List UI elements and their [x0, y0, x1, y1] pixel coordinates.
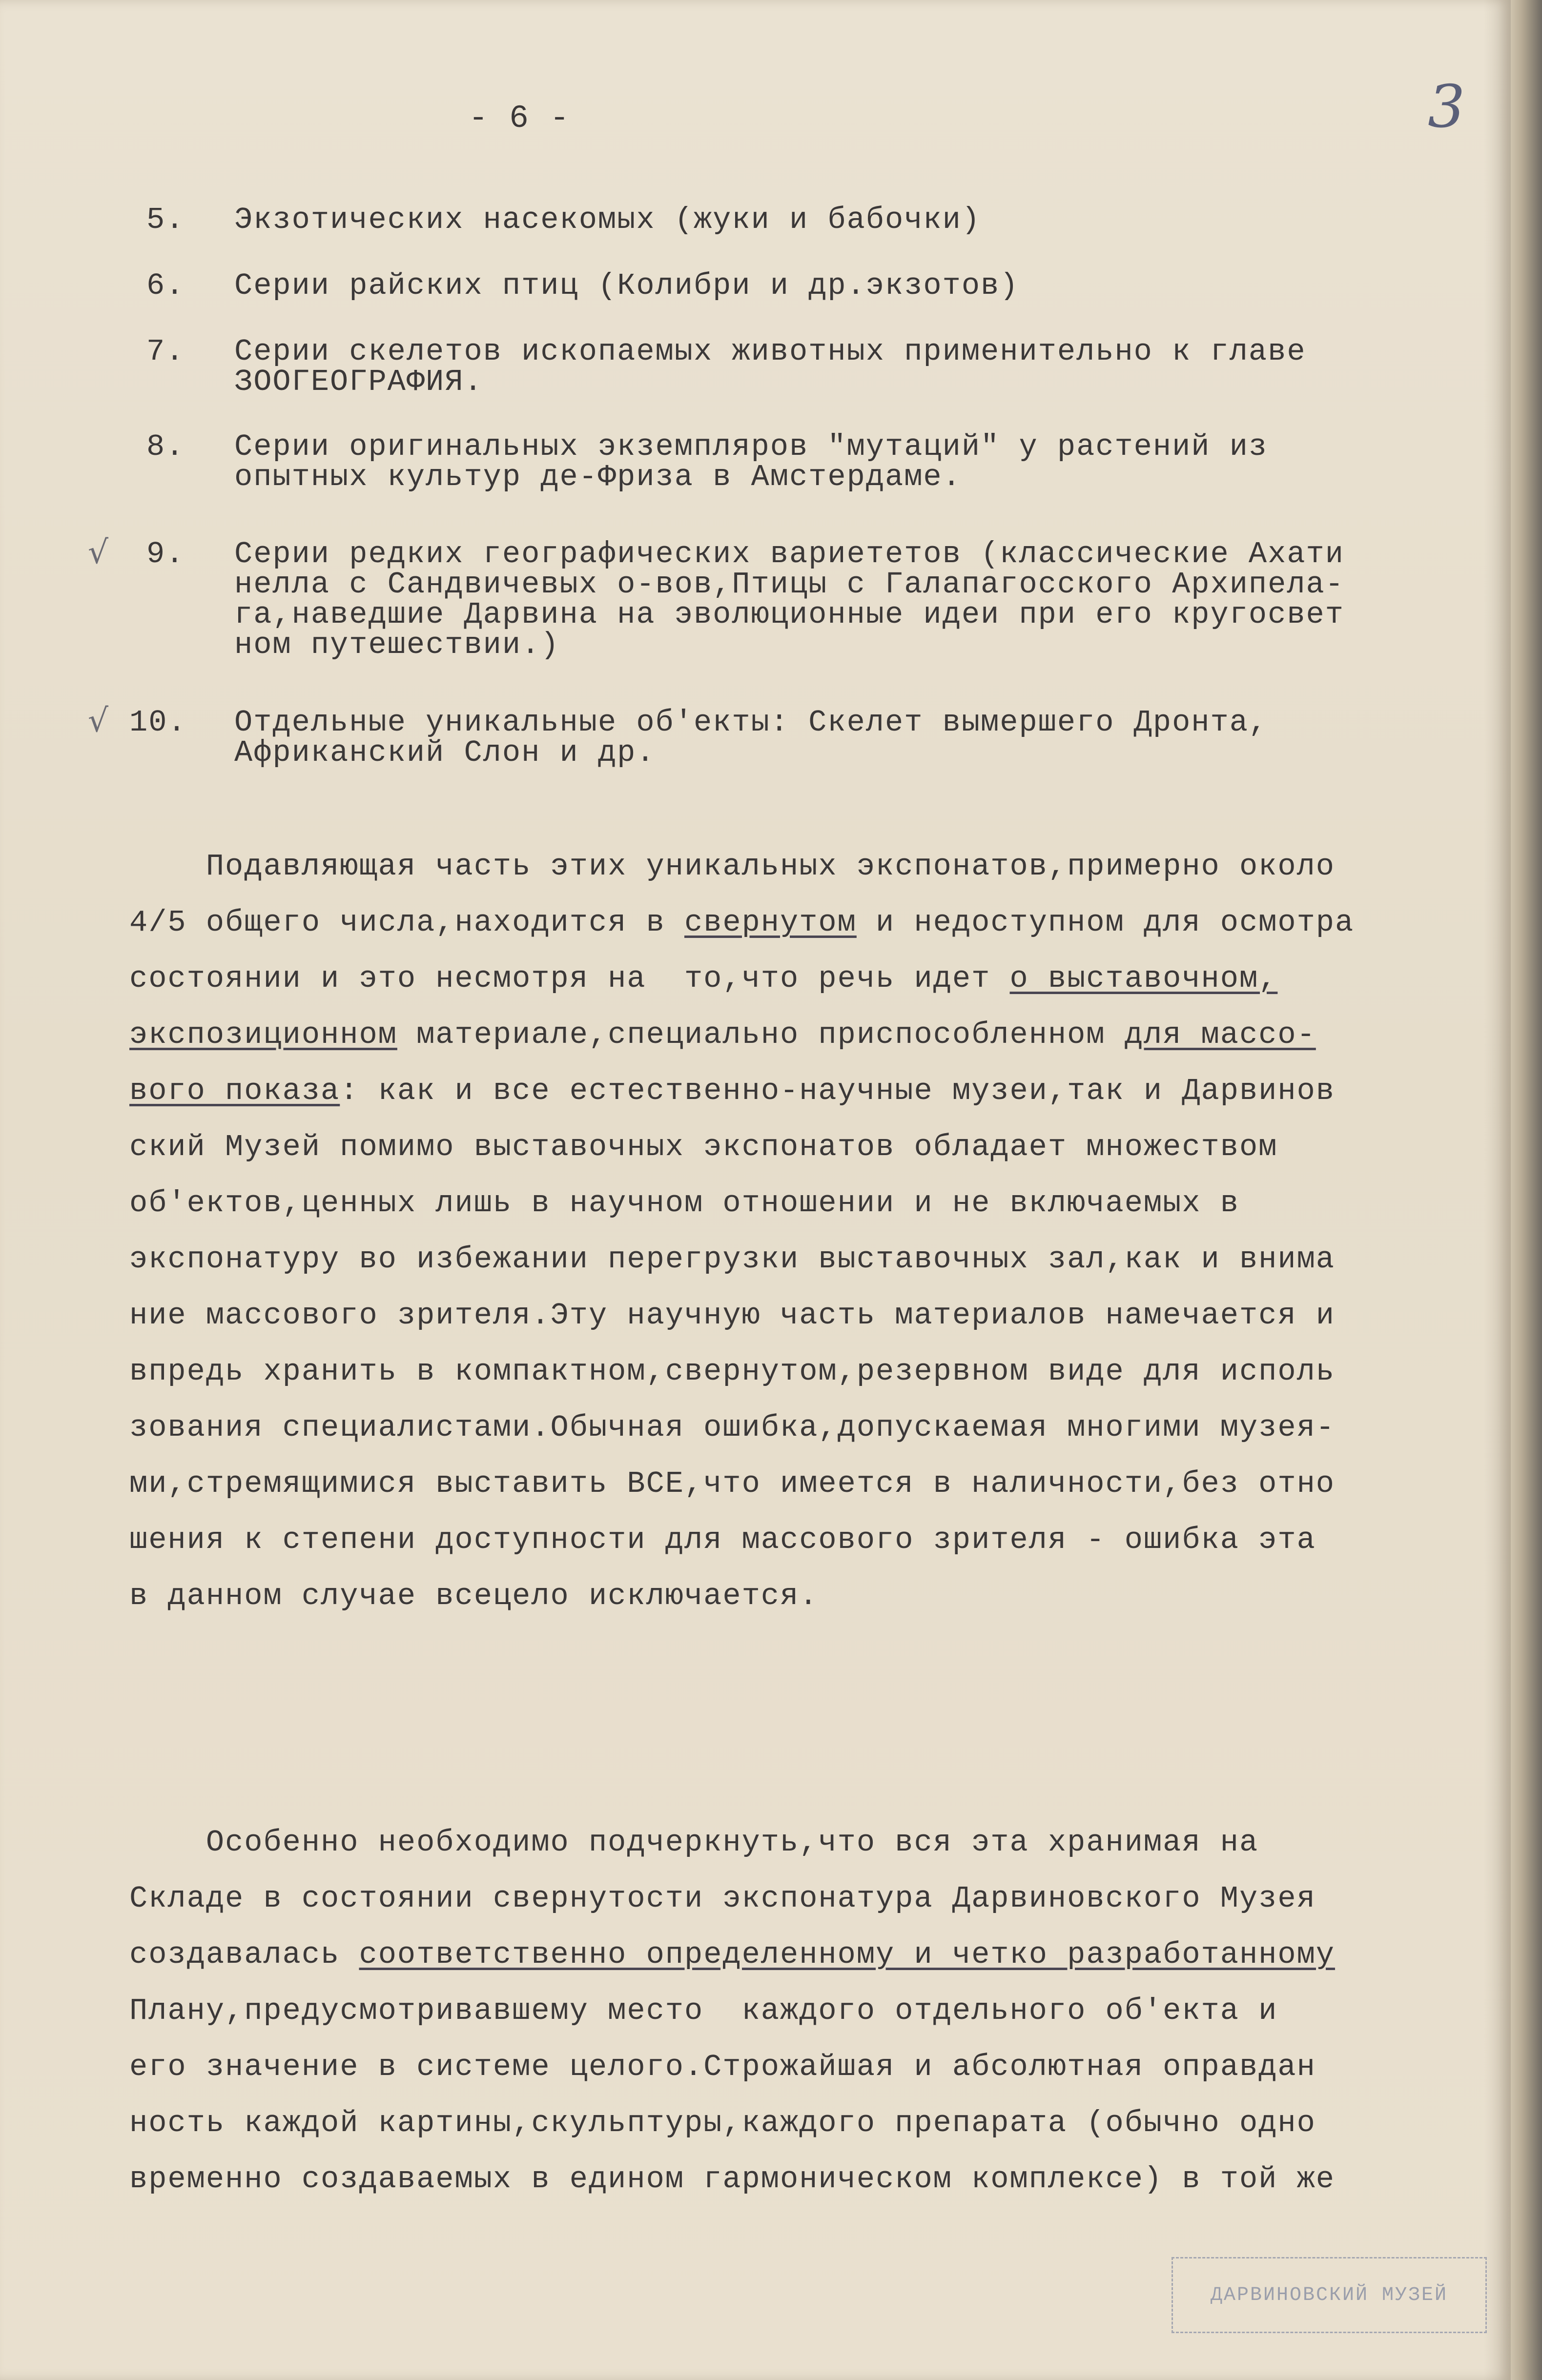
list-item-line: опытных культур де-Фриза в Амстердаме.	[234, 460, 962, 494]
text-line: Плану,предусмотривавшему место каждого отдельного об'екта и	[129, 1994, 1278, 2028]
text-line: 4/5 общего числа,находится в свернутом и недоступном для осмотра	[129, 905, 1355, 940]
text-line: создавалась соответственно определенному и четко разработанному	[129, 1937, 1335, 1972]
list-item-line: ЗООГЕОГРАФИЯ.	[234, 365, 483, 399]
text-line: в данном случае всецело исключается.	[129, 1579, 819, 1613]
list-item-number: 6.	[146, 268, 185, 303]
corner-handwritten-number: 3	[1428, 73, 1465, 141]
text-line: его значение в системе целого.Строжайшая и абсолютная оправдан	[129, 2050, 1316, 2084]
list-item-line: Экзотических насекомых (жуки и бабочки)	[234, 203, 981, 237]
list-item-line: нелла с Сандвичевых о-вов,Птицы с Галапагосского Архипела-	[234, 567, 1344, 602]
list-item-line: ном путешествии.)	[234, 628, 560, 662]
paper-fold-shadow	[1484, 0, 1511, 2380]
text-line: Особенно необходимо подчеркнуть,что вся эта хранимая на	[129, 1825, 1259, 1860]
text-line: Складе в состоянии свернутости экспонатура Дарвиновского Музея	[129, 1881, 1316, 1916]
text-line: ность каждой картины,скульптуры,каждого препарата (обычно одно	[129, 2106, 1316, 2140]
text-line: экспозиционном материале,специально приспособленном для массо-	[129, 1017, 1316, 1052]
archive-stamp: ДАРВИНОВСКИЙ МУЗЕЙ	[1172, 2257, 1487, 2333]
text-line: вого показа: как и все естественно-научные музеи,так и Дарвинов	[129, 1074, 1335, 1108]
text-line: ми,стремящимися выставить ВСЕ,что имеется в наличности,без отно	[129, 1466, 1335, 1501]
text-line: Подавляющая часть этих уникальных экспонатов,примерно около	[129, 849, 1335, 884]
list-item-line: Серии оригинальных экземпляров "мутаций" у растений из	[234, 429, 1268, 464]
text-line: ский Музей помимо выставочных экспонатов обладает множеством	[129, 1130, 1278, 1164]
page-edge	[1511, 0, 1542, 2380]
list-item-number: 5.	[146, 203, 185, 237]
list-item-line: Серии редких географических вариететов (классические Ахати	[234, 537, 1344, 571]
list-item-number: 8.	[146, 429, 185, 464]
text-line: шения к степени доступности для массового зрителя - ошибка эта	[129, 1523, 1316, 1557]
text-line: ние массового зрителя.Эту научную часть материалов намечается и	[129, 1298, 1335, 1333]
page-number: - 6 -	[469, 100, 571, 137]
text-line: впредь хранить в компактном,свернутом,резервном виде для исполь	[129, 1354, 1335, 1389]
check-mark: √	[88, 702, 109, 739]
list-item-line: Серии скелетов ископаемых животных применительно к главе	[234, 334, 1306, 369]
list-item-line: Отдельные уникальные об'екты: Скелет вымершего Дронта,	[234, 705, 1268, 740]
list-item-line: Африканский Слон и др.	[234, 735, 656, 770]
text-line: состоянии и это несмотря на то,что речь идет о выставочном,	[129, 961, 1278, 996]
text-line: об'ектов,ценных лишь в научном отношении и не включаемых в	[129, 1186, 1239, 1221]
check-mark: √	[88, 533, 109, 571]
text-line: временно создаваемых в едином гармоническом комплексе) в той же	[129, 2162, 1335, 2197]
list-item-line: Серии райских птиц (Колибри и др.экзотов)	[234, 268, 1019, 303]
list-item-number: 7.	[146, 334, 185, 369]
text-line: экспонатуру во избежании перегрузки выставочных зал,как и внима	[129, 1242, 1335, 1277]
text-line: зования специалистами.Обычная ошибка,допускаемая многими музея-	[129, 1410, 1335, 1445]
list-item-number: 10.	[129, 705, 187, 740]
list-item-line: га,наведшие Дарвина на эволюционные идеи при его кругосвет	[234, 597, 1344, 632]
list-item-number: 9.	[146, 537, 185, 571]
